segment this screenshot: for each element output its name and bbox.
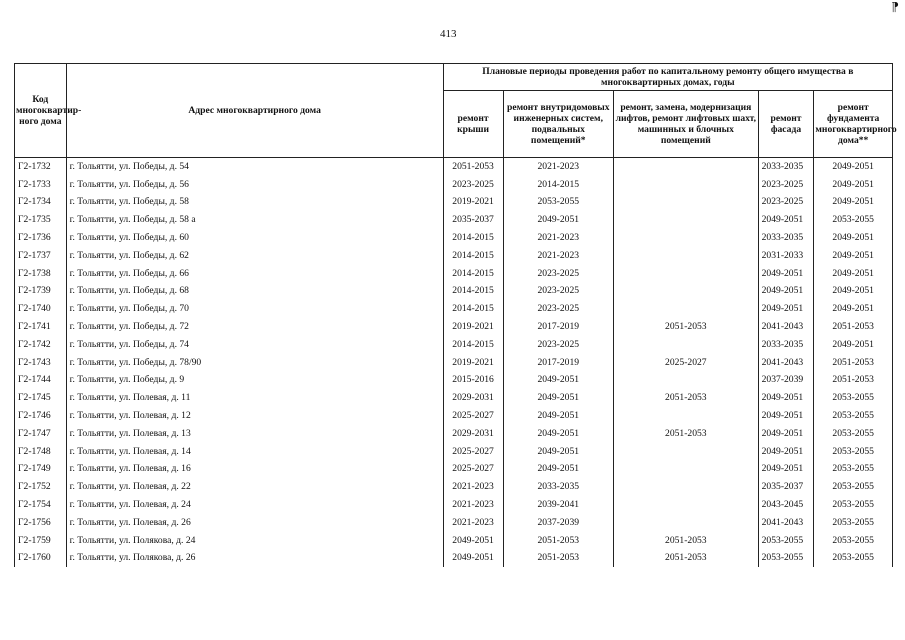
cell-address: г. Тольятти, ул. Победы, д. 9: [66, 372, 443, 390]
cell-elevators: [614, 176, 759, 194]
cell-roof: 2049-2051: [443, 532, 503, 550]
cell-roof: 2019-2021: [443, 194, 503, 212]
cell-address: г. Тольятти, ул. Победы, д. 72: [66, 318, 443, 336]
cell-systems: 2049-2051: [503, 389, 614, 407]
cell-foundation: 2053-2055: [814, 550, 893, 568]
cell-elevators: 2051-2053: [614, 318, 759, 336]
cell-systems: 2051-2053: [503, 532, 614, 550]
cell-roof: 2014-2015: [443, 336, 503, 354]
cell-foundation: 2053-2055: [814, 478, 893, 496]
cell-facade: 2053-2055: [758, 550, 814, 568]
cell-address: г. Тольятти, ул. Полевая, д. 13: [66, 425, 443, 443]
cell-code: Г2-1734: [15, 194, 67, 212]
table-row: [15, 247, 893, 265]
cell-elevators: [614, 283, 759, 301]
table-row: [15, 389, 893, 407]
cell-foundation: 2053-2055: [814, 425, 893, 443]
cell-code: Г2-1749: [15, 461, 67, 479]
cell-code: Г2-1733: [15, 176, 67, 194]
cell-address: г. Тольятти, ул. Победы, д. 54: [66, 158, 443, 176]
table-row: [15, 229, 893, 247]
cell-code: Г2-1736: [15, 229, 67, 247]
cell-facade: 2041-2043: [758, 354, 814, 372]
header-elevators: ремонт, замена, модернизация лифтов, ремонт лифтовых шахт, машинных и блочных помещений: [614, 91, 759, 158]
table-row: [15, 478, 893, 496]
cell-address: г. Тольятти, ул. Полевая, д. 14: [66, 443, 443, 461]
cell-roof: 2021-2023: [443, 496, 503, 514]
cell-address: г. Тольятти, ул. Полевая, д. 11: [66, 389, 443, 407]
cell-address: г. Тольятти, ул. Победы, д. 60: [66, 229, 443, 247]
cell-roof: 2014-2015: [443, 229, 503, 247]
table-row: [15, 194, 893, 212]
cell-systems: 2049-2051: [503, 372, 614, 390]
cell-facade: 2049-2051: [758, 283, 814, 301]
cell-roof: 2025-2027: [443, 443, 503, 461]
cell-facade: 2023-2025: [758, 176, 814, 194]
cell-facade: 2037-2039: [758, 372, 814, 390]
cell-foundation: 2049-2051: [814, 336, 893, 354]
cell-elevators: [614, 461, 759, 479]
cell-code: Г2-1732: [15, 158, 67, 176]
cell-foundation: 2051-2053: [814, 318, 893, 336]
cell-systems: 2023-2025: [503, 336, 614, 354]
table-row: [15, 265, 893, 283]
table-row: [15, 550, 893, 568]
cell-elevators: [614, 158, 759, 176]
cell-roof: 2019-2021: [443, 354, 503, 372]
table-row: [15, 407, 893, 425]
cell-foundation: 2049-2051: [814, 194, 893, 212]
table-row: [15, 532, 893, 550]
cell-facade: 2049-2051: [758, 389, 814, 407]
cell-elevators: [614, 336, 759, 354]
cell-elevators: 2051-2053: [614, 532, 759, 550]
cell-address: г. Тольятти, ул. Победы, д. 74: [66, 336, 443, 354]
cell-roof: 2014-2015: [443, 265, 503, 283]
cell-systems: 2037-2039: [503, 514, 614, 532]
cell-address: г. Тольятти, ул. Полевая, д. 12: [66, 407, 443, 425]
cell-facade: 2049-2051: [758, 211, 814, 229]
cell-facade: 2049-2051: [758, 265, 814, 283]
cell-address: г. Тольятти, ул. Полевая, д. 16: [66, 461, 443, 479]
cell-foundation: 2049-2051: [814, 158, 893, 176]
cell-systems: 2017-2019: [503, 354, 614, 372]
cell-code: Г2-1747: [15, 425, 67, 443]
cell-code: Г2-1760: [15, 550, 67, 568]
cell-foundation: 2051-2053: [814, 372, 893, 390]
cell-roof: 2021-2023: [443, 478, 503, 496]
table-row: [15, 176, 893, 194]
cell-foundation: 2053-2055: [814, 514, 893, 532]
cell-elevators: [614, 514, 759, 532]
cell-foundation: 2049-2051: [814, 283, 893, 301]
cell-systems: 2049-2051: [503, 461, 614, 479]
repair-schedule-table: [14, 63, 897, 567]
cell-roof: 2025-2027: [443, 461, 503, 479]
cell-facade: 2023-2025: [758, 194, 814, 212]
header-roof: ремонт крыши: [443, 91, 503, 158]
cell-roof: 2015-2016: [443, 372, 503, 390]
page-number: 413: [440, 28, 457, 40]
cell-code: Г2-1748: [15, 443, 67, 461]
cell-address: г. Тольятти, ул. Победы, д. 70: [66, 300, 443, 318]
cell-systems: 2023-2025: [503, 300, 614, 318]
cell-elevators: [614, 300, 759, 318]
corner-mark: ⁋: [891, 0, 899, 14]
cell-elevators: [614, 443, 759, 461]
cell-facade: 2033-2035: [758, 336, 814, 354]
cell-code: Г2-1735: [15, 211, 67, 229]
cell-elevators: [614, 229, 759, 247]
cell-elevators: [614, 194, 759, 212]
cell-address: г. Тольятти, ул. Победы, д. 68: [66, 283, 443, 301]
cell-systems: 2021-2023: [503, 158, 614, 176]
cell-facade: 2049-2051: [758, 461, 814, 479]
cell-systems: 2039-2041: [503, 496, 614, 514]
header-facade: ремонт фасада: [758, 91, 814, 158]
cell-code: Г2-1745: [15, 389, 67, 407]
cell-code: Г2-1741: [15, 318, 67, 336]
header-systems: ремонт внутридомовых инженерных систем, подвальных помещений*: [503, 91, 614, 158]
table-row: [15, 514, 893, 532]
cell-facade: 2049-2051: [758, 300, 814, 318]
cell-address: г. Тольятти, ул. Полевая, д. 24: [66, 496, 443, 514]
cell-code: Г2-1738: [15, 265, 67, 283]
table-body: [15, 158, 893, 568]
cell-facade: 2041-2043: [758, 514, 814, 532]
cell-elevators: 2051-2053: [614, 425, 759, 443]
cell-roof: 2023-2025: [443, 176, 503, 194]
cell-systems: 2051-2053: [503, 550, 614, 568]
cell-facade: 2033-2035: [758, 158, 814, 176]
cell-elevators: 2051-2053: [614, 389, 759, 407]
cell-foundation: 2049-2051: [814, 300, 893, 318]
cell-systems: 2023-2025: [503, 265, 614, 283]
cell-facade: 2031-2033: [758, 247, 814, 265]
cell-elevators: [614, 247, 759, 265]
cell-roof: 2029-2031: [443, 389, 503, 407]
table-row: [15, 354, 893, 372]
cell-code: Г2-1756: [15, 514, 67, 532]
cell-code: Г2-1744: [15, 372, 67, 390]
cell-address: г. Тольятти, ул. Победы, д. 56: [66, 176, 443, 194]
cell-facade: 2041-2043: [758, 318, 814, 336]
cell-roof: 2035-2037: [443, 211, 503, 229]
header-address: Адрес многоквартирного дома: [66, 64, 443, 158]
cell-elevators: [614, 407, 759, 425]
cell-facade: 2049-2051: [758, 407, 814, 425]
cell-systems: 2021-2023: [503, 247, 614, 265]
cell-foundation: 2053-2055: [814, 389, 893, 407]
cell-roof: 2025-2027: [443, 407, 503, 425]
cell-elevators: 2051-2053: [614, 550, 759, 568]
cell-elevators: 2025-2027: [614, 354, 759, 372]
cell-facade: 2043-2045: [758, 496, 814, 514]
cell-systems: 2049-2051: [503, 443, 614, 461]
cell-address: г. Тольятти, ул. Победы, д. 78/90: [66, 354, 443, 372]
cell-code: Г2-1739: [15, 283, 67, 301]
cell-foundation: 2053-2055: [814, 532, 893, 550]
table-row: [15, 211, 893, 229]
cell-facade: 2049-2051: [758, 443, 814, 461]
table-row: [15, 300, 893, 318]
cell-foundation: 2049-2051: [814, 247, 893, 265]
table-row: [15, 443, 893, 461]
cell-foundation: 2051-2053: [814, 354, 893, 372]
cell-elevators: [614, 478, 759, 496]
cell-roof: 2049-2051: [443, 550, 503, 568]
cell-code: Г2-1746: [15, 407, 67, 425]
table-row: [15, 496, 893, 514]
cell-foundation: 2053-2055: [814, 496, 893, 514]
cell-address: г. Тольятти, ул. Полякова, д. 26: [66, 550, 443, 568]
cell-facade: 2035-2037: [758, 478, 814, 496]
table-row: [15, 372, 893, 390]
cell-roof: 2014-2015: [443, 300, 503, 318]
table-row: [15, 283, 893, 301]
cell-roof: 2021-2023: [443, 514, 503, 532]
cell-address: г. Тольятти, ул. Победы, д. 66: [66, 265, 443, 283]
cell-address: г. Тольятти, ул. Полякова, д. 24: [66, 532, 443, 550]
table-row: [15, 158, 893, 176]
header-foundation: ремонт фундамента многоквартирного дома**: [814, 91, 893, 158]
table-row: [15, 461, 893, 479]
cell-systems: 2021-2023: [503, 229, 614, 247]
cell-foundation: 2053-2055: [814, 407, 893, 425]
cell-address: г. Тольятти, ул. Полевая, д. 26: [66, 514, 443, 532]
cell-foundation: 2049-2051: [814, 229, 893, 247]
table-row: [15, 336, 893, 354]
cell-roof: 2051-2053: [443, 158, 503, 176]
cell-code: Г2-1743: [15, 354, 67, 372]
cell-systems: 2053-2055: [503, 194, 614, 212]
cell-code: Г2-1759: [15, 532, 67, 550]
cell-facade: 2049-2051: [758, 425, 814, 443]
cell-roof: 2029-2031: [443, 425, 503, 443]
cell-code: Г2-1754: [15, 496, 67, 514]
cell-code: Г2-1742: [15, 336, 67, 354]
cell-elevators: [614, 496, 759, 514]
cell-address: г. Тольятти, ул. Полевая, д. 22: [66, 478, 443, 496]
cell-roof: 2014-2015: [443, 283, 503, 301]
cell-code: Г2-1737: [15, 247, 67, 265]
cell-systems: 2014-2015: [503, 176, 614, 194]
cell-systems: 2033-2035: [503, 478, 614, 496]
cell-systems: 2017-2019: [503, 318, 614, 336]
cell-address: г. Тольятти, ул. Победы, д. 58 а: [66, 211, 443, 229]
cell-elevators: [614, 265, 759, 283]
cell-elevators: [614, 372, 759, 390]
cell-roof: 2019-2021: [443, 318, 503, 336]
cell-address: г. Тольятти, ул. Победы, д. 62: [66, 247, 443, 265]
cell-facade: 2053-2055: [758, 532, 814, 550]
table-row: [15, 318, 893, 336]
cell-address: г. Тольятти, ул. Победы, д. 58: [66, 194, 443, 212]
cell-code: Г2-1740: [15, 300, 67, 318]
table-row: [15, 425, 893, 443]
cell-elevators: [614, 211, 759, 229]
cell-systems: 2049-2051: [503, 407, 614, 425]
cell-foundation: 2049-2051: [814, 176, 893, 194]
cell-roof: 2014-2015: [443, 247, 503, 265]
cell-facade: 2033-2035: [758, 229, 814, 247]
cell-systems: 2023-2025: [503, 283, 614, 301]
cell-foundation: 2049-2051: [814, 265, 893, 283]
cell-foundation: 2053-2055: [814, 443, 893, 461]
cell-foundation: 2053-2055: [814, 211, 893, 229]
header-group: Плановые периоды проведения работ по капитальному ремонту общего имущества в многоквартирных домах, годы: [443, 64, 892, 91]
cell-systems: 2049-2051: [503, 425, 614, 443]
cell-foundation: 2053-2055: [814, 461, 893, 479]
cell-code: Г2-1752: [15, 478, 67, 496]
header-code: Код многоквартир-ного дома: [15, 64, 67, 158]
cell-systems: 2049-2051: [503, 211, 614, 229]
